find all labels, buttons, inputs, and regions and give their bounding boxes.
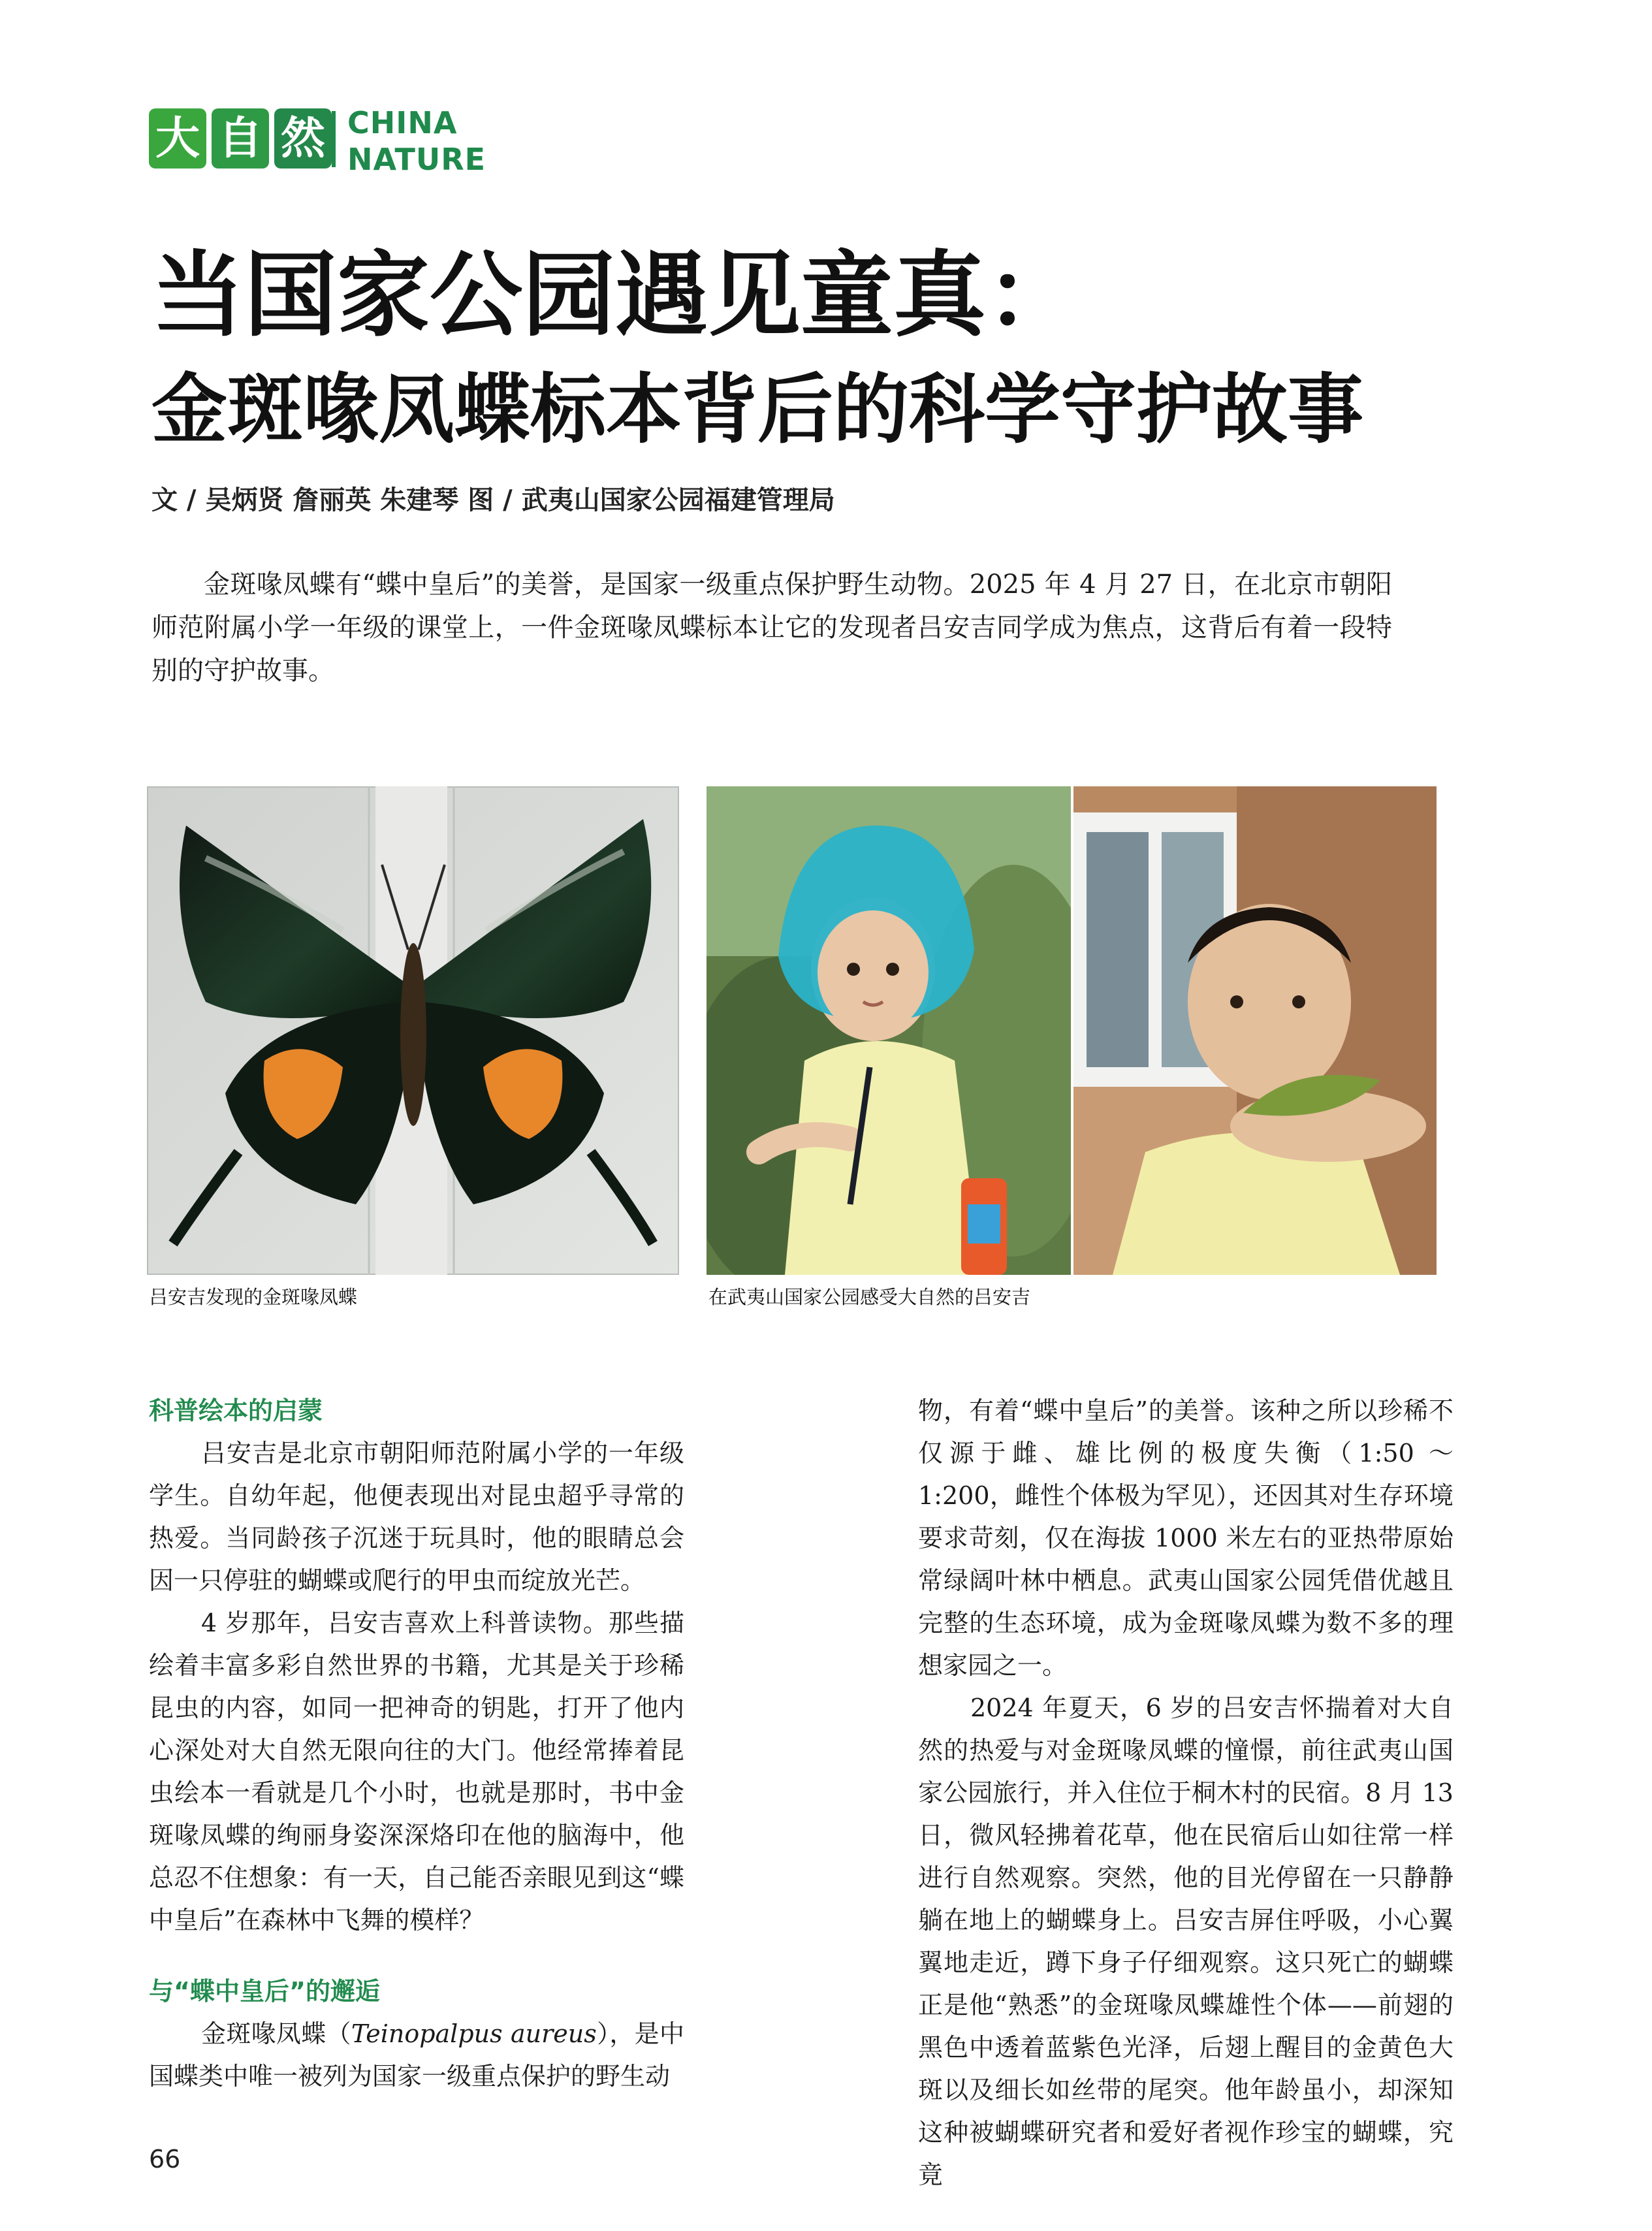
logo-english-line1: CHINA [347,105,458,140]
masthead-logo [149,108,332,169]
text-run: 金斑喙凤蝶（ [201,2019,351,2048]
paragraph: 吕安吉是北京市朝阳师范附属小学的一年级学生。自幼年起，他便表现出对昆虫超乎寻常的热爱。当同龄孩子沉迷于玩具时，他的眼睛总会因一只停驻的蝴蝶或爬行的甲虫而绽放光芒。 [149,1439,684,1595]
article-title: 当国家公园遇见童真： [151,242,1079,349]
logo-char-1: 大 [149,108,206,169]
article-subtitle: 金斑喙凤蝶标本背后的科学守护故事 [151,366,1363,454]
lead-paragraph: 金斑喙凤蝶有“蝶中皇后”的美誉，是国家一级重点保护野生动物。2025 年 4 月 27 日，在北京市朝阳师范附属小学一年级的课堂上，一件金斑喙凤蝶标本让它的发现者吕安吉同学成为焦点，这背后有着一段特别的守护故事。 [151,570,1392,686]
logo-divider [332,111,336,167]
latin-name: Teinopalpus aureus [351,2019,597,2048]
logo-english-line2: NATURE [347,142,486,177]
paragraph [149,2013,684,2098]
caption-left: 吕安吉发现的金斑喙凤蝶 [149,1286,358,1308]
caption-right: 在武夷山国家公园感受大自然的吕安吉 [708,1286,1031,1308]
byline: 文 / 吴炳贤 詹丽英 朱建琴 图 / 武夷山国家公园福建管理局 [151,485,835,515]
paragraph: 物，有着“蝶中皇后”的美誉。该种之所以珍稀不仅源于雌、雄比例的极度失衡（1:50 ～ 1:200，雌性个体极为罕见），还因其对生存环境要求苛刻，仅在海拔 1000 米左右的亚热带原始常绿阔叶林中栖息。武夷山国家公园凭借优越且完整的生态环境，成为金斑喙凤蝶为数不多的理想家园之一。 [918,1396,1453,1680]
logo-char-3: 然 [274,108,332,169]
right-column [918,1390,1453,2196]
section-heading-2: 与“蝶中皇后”的邂逅 [149,1977,380,2006]
left-column [149,1390,684,2098]
butterfly-specimen-photo [147,786,679,1275]
page-number: 66 [149,2145,181,2174]
child-with-leaf-insect-photo [1073,786,1437,1275]
child-with-dragonfly-photo [707,786,1071,1275]
logo-english [347,104,486,178]
paragraph: 2024 年夏天，6 岁的吕安吉怀揣着对大自然的热爱与对金斑喙凤蝶的憧憬，前往武夷山国家公园旅行，并入住位于桐木村的民宿。8 月 13 日，微风轻拂着花草，他在民宿后山如往常一样进行自然观察。突然，他的目光停留在一只静静躺在地上的蝴蝶身上。吕安吉屏住呼吸，小心翼翼地走近，蹲下身子仔细观察。这只死亡的蝴蝶正是他“熟悉”的金斑喙凤蝶雄性个体——前翅的黑色中透着蓝紫色光泽，后翅上醒目的金黄色大斑以及细长如丝带的尾突。他年龄虽小，却深知这种被蝴蝶研究者和爱好者视作珍宝的蝴蝶，究竟 [918,1693,1453,2189]
text-run: ），是中国蝶类中唯一被列为国家一级重点保护的野生动 [149,2019,684,2091]
logo-char-2: 自 [212,108,269,169]
section-heading-1: 科普绘本的启蒙 [149,1396,323,1425]
paragraph: 4 岁那年，吕安吉喜欢上科普读物。那些描绘着丰富多彩自然世界的书籍，尤其是关于珍稀昆虫的内容，如同一把神奇的钥匙，打开了他内心深处对大自然无限向往的大门。他经常捧着昆虫绘本一看就是几个小时，也就是那时，书中金斑喙凤蝶的绚丽身姿深深烙印在他的脑海中，他总忍不住想象：有一天，自己能否亲眼见到这“蝶中皇后”在森林中飞舞的模样？ [149,1609,684,1934]
